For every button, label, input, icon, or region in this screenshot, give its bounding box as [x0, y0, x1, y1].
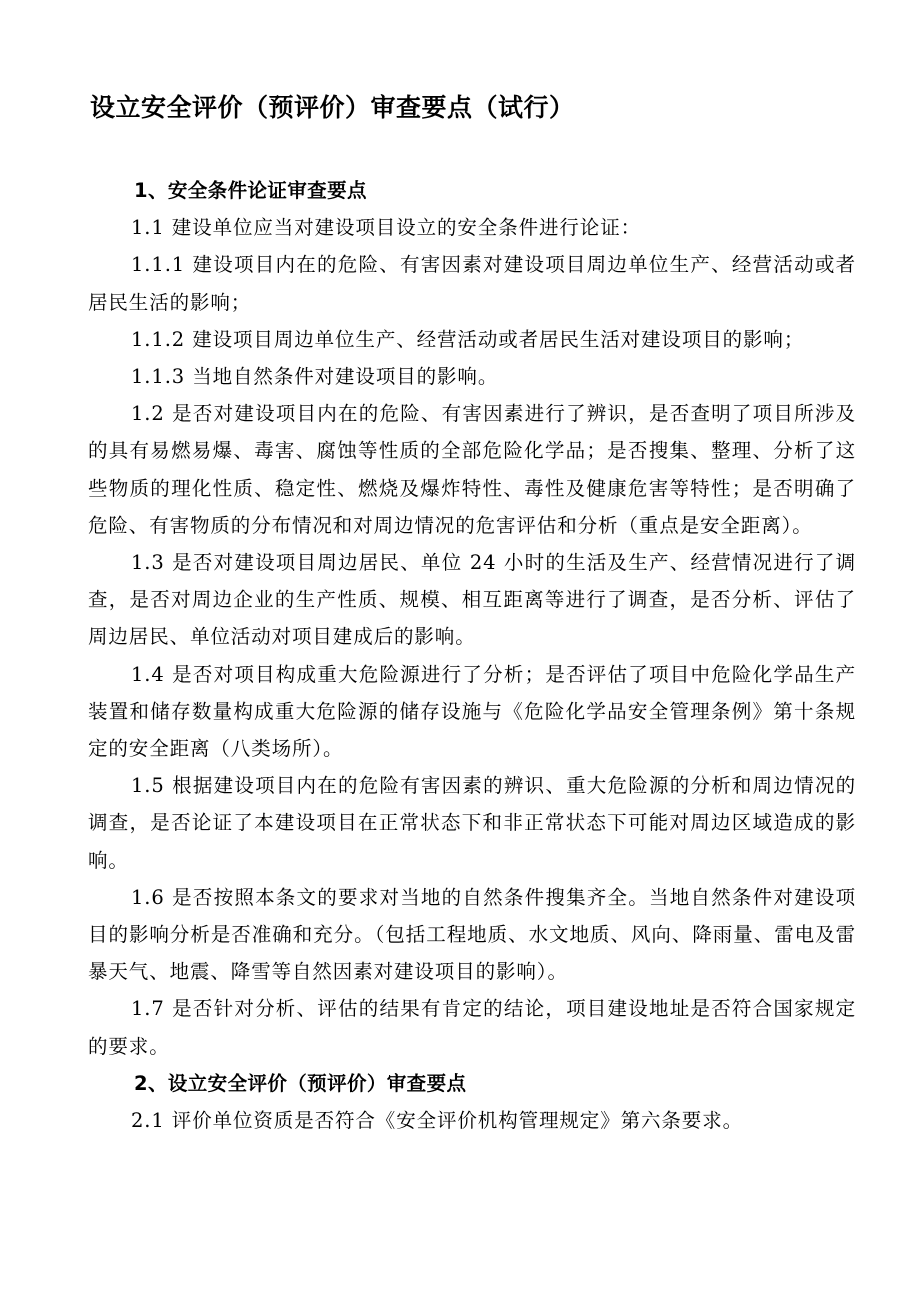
document-title: 设立安全评价（预评价）审查要点（试行） — [90, 93, 575, 122]
paragraph-1-2: 1.2 是否对建设项目内在的危险、有害因素进行了辨识，是否查明了项目所涉及的具有易燃易爆、毒害、腐蚀等性质的全部危险化学品；是否搜集、整理、分析了这些物质的理化性质、稳定性、燃烧及爆炸特性、毒性及健康危害等特性；是否明确了危险、有害物质的分布情况和对周边情况的危害评估和分析（重点是安全距离）。 — [88, 402, 856, 537]
paragraph-1-1-1: 1.1.1 建设项目内在的危险、有害因素对建设项目周边单位生产、经营活动或者居民生活的影响； — [88, 253, 856, 314]
paragraph-1-5: 1.5 根据建设项目内在的危险有害因素的辨识、重大危险源的分析和周边情况的调查，是否论证了本建设项目在正常状态下和非正常状态下可能对周边区域造成的影响。 — [88, 774, 856, 872]
paragraph-2-1: 2.1 评价单位资质是否符合《安全评价机构管理规定》第六条要求。 — [131, 1109, 744, 1133]
paragraph-1-1: 1.1 建设单位应当对建设项目设立的安全条件进行论证： — [131, 216, 642, 240]
paragraph-1-3: 1.3 是否对建设项目周边居民、单位 24 小时的生活及生产、经营情况进行了调查，是否对周边企业的生产性质、规模、相互距离等进行了调查，是否分析、评估了周边居民、单位活动对项目建成后的影响。 — [88, 551, 856, 649]
paragraph-1-7: 1.7 是否针对分析、评估的结果有肯定的结论，项目建设地址是否符合国家规定的要求。 — [88, 997, 856, 1058]
section-heading: 1、安全条件论证审查要点 — [134, 179, 367, 202]
paragraph-1-1-2: 1.1.2 建设项目周边单位生产、经营活动或者居民生活对建设项目的影响； — [131, 327, 805, 351]
paragraph-1-6: 1.6 是否按照本条文的要求对当地的自然条件搜集齐全。当地自然条件对建设项目的影响分析是否准确和充分。（包括工程地质、水文地质、风向、降雨量、雷电及雷暴天气、地震、降雪等自然因素对建设项目的影响）。 — [88, 885, 856, 984]
paragraph-1-4: 1.4 是否对项目构成重大危险源进行了分析；是否评估了项目中危险化学品生产装置和储存数量构成重大危险源的储存设施与《危险化学品安全管理条例》第十条规定的安全距离（八类场所）。 — [88, 662, 856, 761]
document-body — [88, 172, 856, 1139]
paragraph-1-1-3: 1.1.3 当地自然条件对建设项目的影响。 — [131, 365, 499, 389]
section-heading: 2、设立安全评价（预评价）审查要点 — [134, 1071, 467, 1095]
